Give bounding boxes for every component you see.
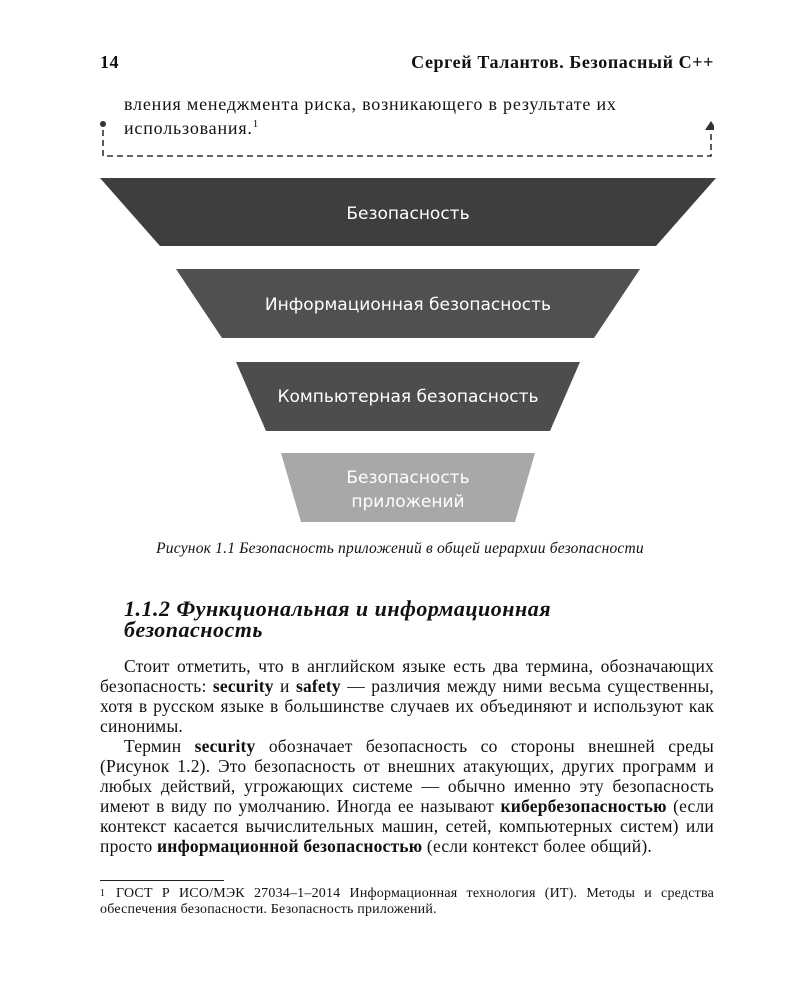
funnel-level-4-label-line2: приложений: [351, 492, 465, 512]
paragraph-1: [100, 656, 714, 736]
term-cybersecurity: кибербезопасностью: [500, 796, 667, 816]
dashed-flow-frame: [100, 118, 714, 158]
body-text: [100, 656, 714, 856]
funnel-level-3-label: Компьютерная безопасность: [277, 387, 539, 407]
p1-text-3: — различия между ними весьма существенны, хотя в русском языке в большинстве случаев их объединяют и используют как синонимы.: [100, 676, 714, 736]
flow-start-dot: [100, 121, 106, 127]
flow-dashed-line: [103, 126, 711, 156]
figure-caption: Рисунок 1.1 Безопасность приложений в общей иерархии безопасности: [156, 540, 644, 557]
p1-text-1: Стоит отметить, что в английском языке есть два термина, обозначающих безопасность:: [100, 656, 714, 696]
p2-text-2: обозначает безопасность со стороны внешней среды (Рисунок 1.2). Это безопасность от внешних атакующих, других программ и любых действий, угрожающих системе — обычно именно эту безопасность имеют в виду по умолчанию. Иногда ее называют: [100, 736, 714, 816]
footnote: [100, 886, 714, 918]
funnel-level-4-label-line1: Безопасность: [346, 468, 470, 488]
funnel-level-1-label: Безопасность: [346, 204, 470, 224]
security-hierarchy-funnel: [98, 176, 718, 526]
flow-arrow-icon: [705, 121, 714, 130]
page-number: 14: [100, 52, 119, 72]
p2-text-3: (если контекст касается вычислительных машин, сетей, компьютерных систем) или просто: [100, 796, 714, 856]
p2-text-1: Термин: [124, 736, 195, 756]
term-security-2: security: [194, 736, 256, 756]
section-heading: [124, 598, 724, 640]
term-safety: safety: [295, 676, 341, 696]
section-heading-line-2: безопасность: [124, 617, 263, 642]
p1-text-2: и: [273, 676, 296, 696]
footnote-divider: [100, 880, 224, 881]
footnote-marker: 1: [100, 888, 106, 899]
footnote-text: ГОСТ Р ИСО/МЭК 27034–1–2014 Информационная технология (ИТ). Методы и средства обеспечения безопасности. Безопасность приложений.: [100, 886, 714, 917]
paragraph-2: [100, 736, 714, 856]
p2-text-4: (если контекст более общий).: [422, 836, 652, 856]
intro-line-2-text: использования.: [124, 118, 253, 138]
section-heading-line-1: 1.1.2 Функциональная и информационная: [124, 596, 552, 621]
term-information-security: информационной безопасностью: [157, 836, 423, 856]
footnote-ref: 1: [252, 118, 260, 130]
term-security: security: [212, 676, 274, 696]
running-header: Сергей Талантов. Безопасный C++: [411, 52, 714, 72]
intro-line-1: вления менеджмента риска, возникающего в результате их: [124, 94, 617, 114]
funnel-level-2-label: Информационная безопасность: [264, 295, 552, 315]
